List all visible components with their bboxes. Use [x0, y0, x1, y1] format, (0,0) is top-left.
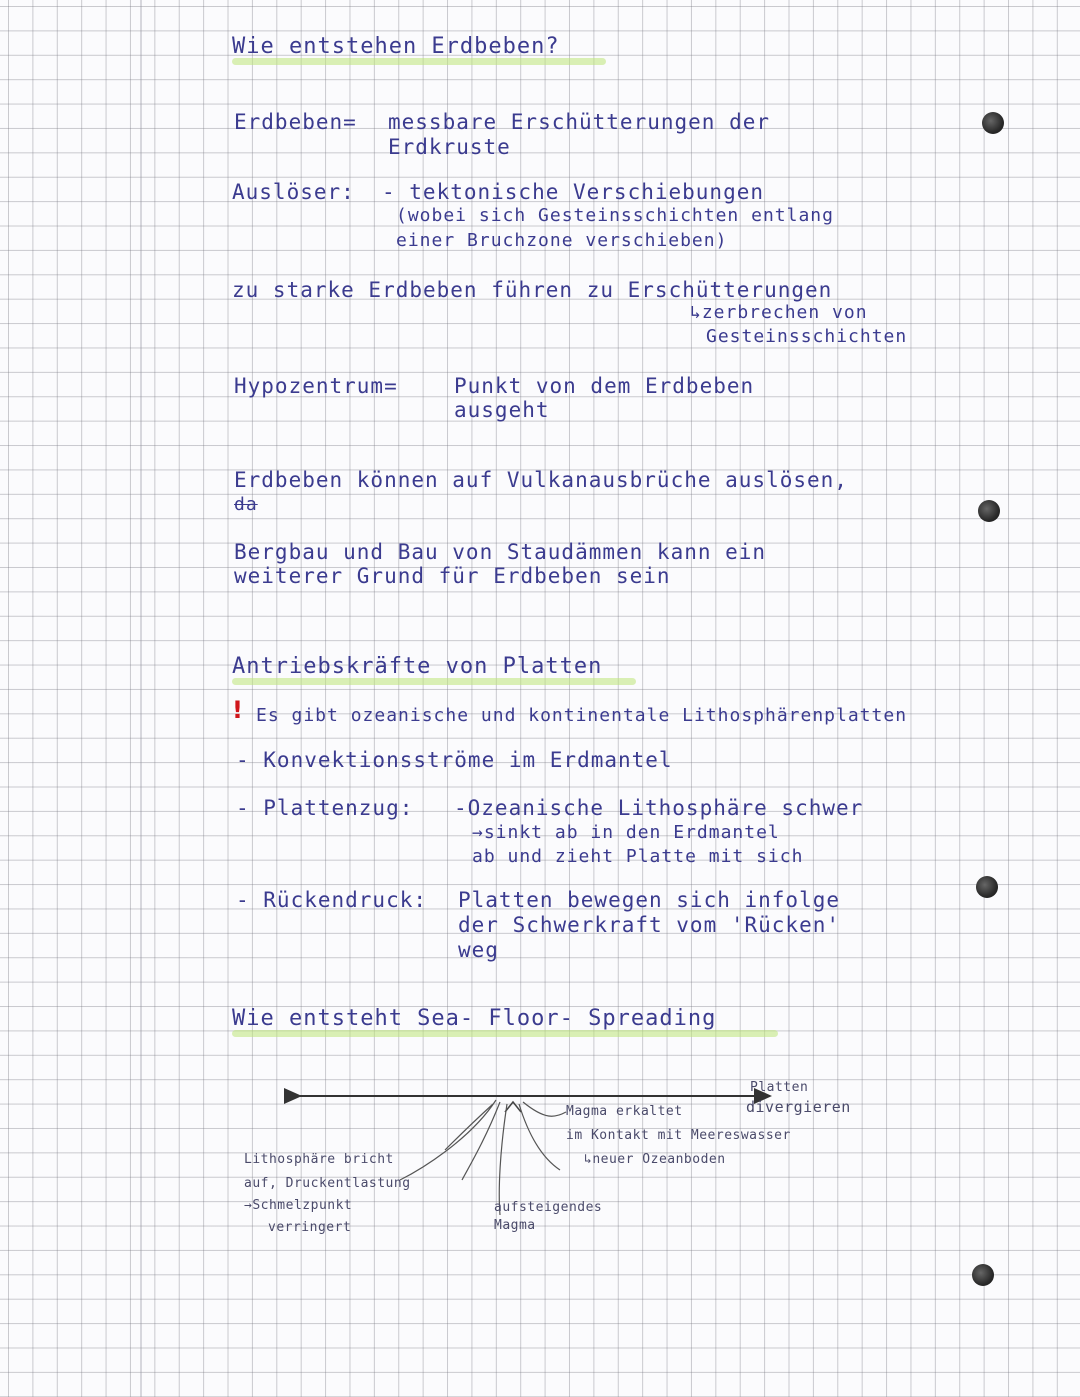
definition-line: messbare Erschütterungen der — [388, 110, 771, 134]
diagram-label: Platten — [750, 1080, 809, 1095]
hypozentrum-line: ausgeht — [454, 398, 550, 422]
struck-word: da — [234, 494, 258, 515]
margin-line — [140, 0, 142, 1397]
diagram-label: Magma erkaltet — [566, 1104, 683, 1119]
plattenzug-term: - Plattenzug: — [236, 796, 414, 820]
heading-sea-floor-spreading: Wie entsteht Sea- Floor- Spreading — [232, 1006, 717, 1031]
diagram-label: verringert — [268, 1220, 352, 1235]
text-line: Erdbeben können auf Vulkanausbrüche auslösen, — [234, 468, 848, 492]
definition-term: Erdbeben= — [234, 110, 357, 134]
ausloeser-line: - tektonische Verschiebungen — [382, 180, 765, 204]
diagram-label: divergieren — [746, 1098, 851, 1116]
exclamation-mark: ! — [232, 696, 243, 724]
heading-antriebskraefte: Antriebskräfte von Platten — [232, 654, 603, 679]
diagram-label: →Schmelzpunkt — [244, 1198, 353, 1213]
heading-highlight — [232, 58, 606, 65]
rueckendruck-line: Platten bewegen sich infolge — [458, 888, 841, 912]
text-line: ↳zerbrechen von — [690, 302, 868, 323]
text-line: Gesteinsschichten — [706, 326, 908, 347]
punch-hole — [978, 500, 1000, 522]
magma-line — [499, 1104, 507, 1215]
definition-line: Erdkruste — [388, 135, 511, 159]
list-item: - Konvektionsströme im Erdmantel — [236, 748, 673, 772]
diagram-label: aufsteigendes — [494, 1200, 603, 1215]
diagram-label: im Kontakt mit Meereswasser — [566, 1128, 791, 1143]
plattenzug-line: -Ozeanische Lithosphäre schwer — [454, 796, 864, 820]
ausloeser-line: (wobei sich Gesteinsschichten entlang — [396, 205, 834, 226]
magma-line — [400, 1100, 496, 1180]
magma-line — [523, 1102, 566, 1116]
ausloeser-line: einer Bruchzone verschieben) — [396, 230, 728, 251]
heading-highlight — [232, 1030, 778, 1037]
diagram-label: Lithosphäre bricht — [244, 1152, 394, 1167]
ridge-peak — [505, 1102, 521, 1112]
rueckendruck-line: weg — [458, 938, 499, 962]
text-line: weiterer Grund für Erdbeben sein — [234, 564, 671, 588]
plattenzug-line: →sinkt ab in den Erdmantel — [472, 822, 780, 843]
hypozentrum-line: Punkt von dem Erdbeben — [454, 374, 755, 398]
text-line: Es gibt ozeanische und kontinentale Lithosphärenplatten — [256, 705, 908, 726]
diagram-label: Magma — [494, 1218, 536, 1233]
magma-line — [519, 1104, 560, 1170]
diagram-label: auf, Druckentlastung — [244, 1176, 411, 1191]
ausloeser-term: Auslöser: — [232, 180, 355, 204]
text-line: zu starke Erdbeben führen zu Erschütterungen — [232, 278, 833, 302]
punch-hole — [972, 1264, 994, 1286]
rueckendruck-line: der Schwerkraft vom 'Rücken' — [458, 913, 841, 937]
magma-line — [445, 1104, 493, 1150]
plattenzug-line: ab und zieht Platte mit sich — [472, 846, 804, 867]
heading-erdbeben: Wie entstehen Erdbeben? — [232, 34, 560, 59]
punch-hole — [976, 876, 998, 898]
rueckendruck-term: - Rückendruck: — [236, 888, 428, 912]
text-line: Bergbau und Bau von Staudämmen kann ein — [234, 540, 767, 564]
diagram-label: ↳neuer Ozeanboden — [584, 1152, 726, 1167]
magma-line — [462, 1102, 500, 1180]
heading-highlight — [232, 678, 636, 685]
punch-hole — [982, 112, 1004, 134]
hypozentrum-term: Hypozentrum= — [234, 374, 398, 398]
